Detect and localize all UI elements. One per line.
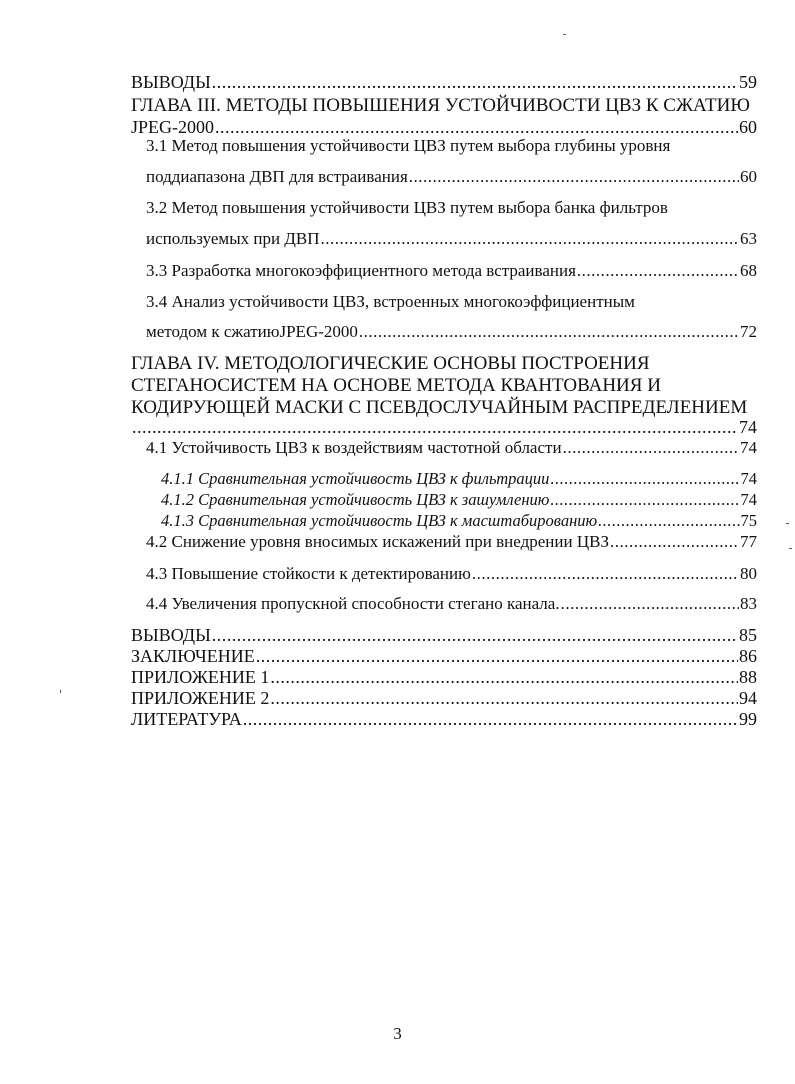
toc-entry-conclusion: ЗАКЛЮЧЕНИЕ ..... 86 — [131, 646, 757, 667]
toc-chapter3-title: ГЛАВА III. МЕТОДЫ ПОВЫШЕНИЯ УСТОЙЧИВОСТИ ЦВЗ К СЖАТИЮ — [131, 95, 750, 116]
toc-entry-section-4-2: 4.2 Снижение уровня вносимых искажений при внедрении ЦВЗ ..... 77 — [146, 532, 757, 552]
toc-entry-conclusions-ch2: ВЫВОДЫ ..... 59 — [131, 72, 757, 93]
scan-artifact — [789, 548, 792, 549]
toc-entry-section-4-1-1: 4.1.1 Сравнительная устойчивость ЦВЗ к фильтрации ..... 74 — [161, 469, 757, 489]
toc-entry-section-4-1: 4.1 Устойчивость ЦВЗ к воздействиям частотной области ..... 74 — [146, 438, 757, 458]
toc-entry-chapter4: ..... 74 — [131, 417, 757, 438]
toc-entry-section-3-1: поддиапазона ДВП для встраивания ..... 60 — [146, 167, 757, 187]
leader-dots — [359, 322, 739, 342]
toc-entry-chapter3: JPEG-2000 ..... 60 — [131, 117, 757, 138]
toc-entry-literature: ЛИТЕРАТУРА ..... 99 — [131, 709, 757, 730]
toc-chapter4-title-line3: КОДИРУЮЩЕЙ МАСКИ С ПСЕВДОСЛУЧАЙНЫМ РАСПРЕДЕЛЕНИЕМ — [131, 397, 748, 418]
toc-entry-section-4-4: 4.4 Увеличения пропускной способности стегано канала. ..... 83 — [146, 594, 757, 614]
leader-dots — [321, 229, 739, 249]
toc-entry-section-3-2: используемых при ДВП ..... 63 — [146, 229, 757, 249]
scan-artifact — [786, 523, 789, 524]
leader-dots — [563, 438, 739, 458]
toc-entry-section-3-3: 3.3 Разработка многокоэффициентного метода встраивания ..... 68 — [146, 261, 757, 281]
toc-chapter4-title-line1: ГЛАВА IV. МЕТОДОЛОГИЧЕСКИЕ ОСНОВЫ ПОСТРОЕНИЯ — [131, 353, 650, 374]
toc-entry-section-4-1-2: 4.1.2 Сравнительная устойчивость ЦВЗ к зашумлению ..... 74 — [161, 490, 757, 510]
toc-chapter4-title-line2: СТЕГАНОСИСТЕМ НА ОСНОВЕ МЕТОДА КВАНТОВАНИЯ И — [131, 375, 661, 396]
leader-dots — [212, 72, 738, 93]
leader-dots — [561, 594, 739, 614]
leader-dots — [409, 167, 739, 187]
scan-artifact — [563, 34, 566, 35]
toc-entry-appendix-1: ПРИЛОЖЕНИЕ 1 ..... 88 — [131, 667, 757, 688]
toc-entry-section-4-3: 4.3 Повышение стойкости к детектированию ..... 80 — [146, 564, 757, 584]
leader-dots — [550, 490, 739, 510]
scan-artifact — [60, 690, 61, 693]
leader-dots — [132, 417, 738, 438]
leader-dots — [215, 117, 738, 138]
leader-dots — [598, 511, 739, 531]
leader-dots — [270, 667, 738, 688]
leader-dots — [610, 532, 739, 552]
page-number: 3 — [393, 1024, 402, 1043]
leader-dots — [243, 709, 738, 730]
leader-dots — [212, 625, 738, 646]
toc-section-3-4-title: 3.4 Анализ устойчивости ЦВЗ, встроенных многокоэффициентным — [146, 292, 635, 311]
leader-dots — [256, 646, 738, 667]
leader-dots — [472, 564, 739, 584]
leader-dots — [577, 261, 739, 281]
toc-entry-conclusions: ВЫВОДЫ ..... 85 — [131, 625, 757, 646]
toc-section-3-1-title: 3.1 Метод повышения устойчивости ЦВЗ путем выбора глубины уровня — [146, 136, 671, 155]
toc-entry-section-4-1-3: 4.1.3 Сравнительная устойчивость ЦВЗ к масштабированию ..... 75 — [161, 511, 757, 531]
toc-section-3-2-title: 3.2 Метод повышения устойчивости ЦВЗ путем выбора банка фильтров — [146, 198, 668, 217]
toc-entry-section-3-4: методом к сжатиюJPEG-2000 ..... 72 — [146, 322, 757, 342]
leader-dots — [550, 469, 739, 489]
leader-dots — [270, 688, 738, 709]
toc-entry-appendix-2: ПРИЛОЖЕНИЕ 2 ..... 94 — [131, 688, 757, 709]
